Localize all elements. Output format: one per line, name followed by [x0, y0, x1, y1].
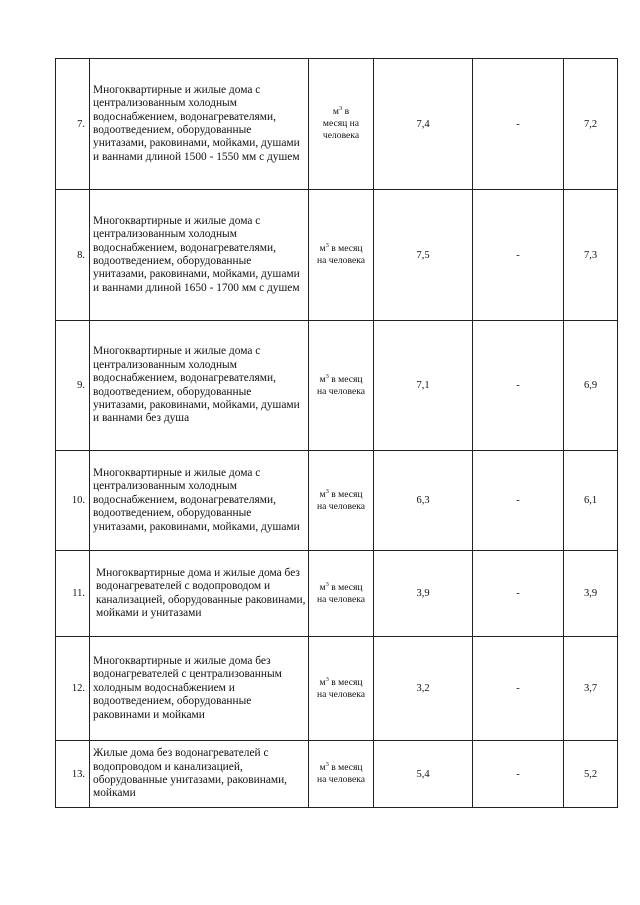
row-value-1: 6,3	[374, 451, 473, 551]
row-description: Многоквартирные и жилые дома с централизованным холодным водоснабжением, водонагревателями, водоотведением, оборудованные унитазами, раковинами, мойками, душами	[90, 451, 309, 551]
row-number: 11.	[56, 551, 90, 637]
row-value-1: 7,1	[374, 321, 473, 451]
unit-symbol: м	[332, 106, 339, 117]
unit-head	[311, 374, 371, 386]
unit-exponent: 3	[325, 241, 329, 249]
row-description: Многоквартирные и жилые дома с централизованным холодным водоснабжением, водонагревателями, водоотведением, оборудованные унитазами, раковинами, мойками, душами и ваннами длиной 1500 - 1550 мм с душем	[90, 59, 309, 190]
unit-exponent: 3	[325, 760, 329, 768]
row-value-3: 6,9	[564, 321, 618, 451]
row-description: Многоквартирные дома и жилые дома без водонагревателей с водопроводом и канализацией, оборудованные раковинами, мойками и унитазами	[90, 551, 309, 637]
table-row	[56, 551, 618, 637]
unit-mid: в месяц	[328, 762, 363, 773]
row-unit	[309, 637, 374, 741]
row-value-2: -	[473, 741, 564, 808]
unit-head	[311, 106, 371, 118]
unit-head	[311, 582, 371, 594]
unit-exponent: 3	[325, 675, 329, 683]
row-value-1: 7,4	[374, 59, 473, 190]
unit-symbol: м	[319, 762, 326, 773]
row-value-3: 6,1	[564, 451, 618, 551]
unit-tail: на человека	[317, 774, 365, 785]
row-unit	[309, 321, 374, 451]
row-description: Многоквартирные и жилые дома с централизованным холодным водоснабжением, водонагревателями, водоотведением, оборудованные унитазами, раковинами, мойками, душами и ваннами без душа	[90, 321, 309, 451]
row-value-3: 3,9	[564, 551, 618, 637]
unit-exponent: 3	[325, 372, 329, 380]
row-value-2: -	[473, 59, 564, 190]
water-norms-table	[55, 58, 618, 808]
row-description: Жилые дома без водонагревателей с водопроводом и канализацией, оборудованные унитазами, раковинами, мойками	[90, 741, 309, 808]
unit-tail: на человека	[317, 688, 365, 700]
unit-symbol: м	[319, 676, 326, 688]
unit-tail: на человека	[317, 593, 365, 605]
row-value-2: -	[473, 451, 564, 551]
unit-mid: в	[342, 106, 350, 117]
table-body	[56, 59, 618, 808]
unit-tail: на человека	[317, 255, 365, 266]
table-row	[56, 741, 618, 808]
row-value-2: -	[473, 321, 564, 451]
row-description: Многоквартирные и жилые дома с централизованным холодным водоснабжением, водонагревателями, водоотведением, оборудованные унитазами, раковинами, мойками, душами и ваннами длиной 1650 - 1700 мм с душем	[90, 190, 309, 321]
table-row	[56, 321, 618, 451]
unit-symbol: м	[319, 488, 326, 500]
row-number: 9.	[56, 321, 90, 451]
unit-mid: в месяц	[328, 243, 363, 254]
unit-tail: на человека	[317, 385, 365, 397]
unit-exponent: 3	[325, 487, 329, 495]
unit-symbol: м	[319, 581, 326, 593]
row-value-1: 5,4	[374, 741, 473, 808]
unit-exponent: 3	[325, 580, 329, 588]
table-row	[56, 190, 618, 321]
unit-head	[311, 677, 371, 689]
unit-tail: месяц на человека	[322, 118, 360, 141]
row-value-3: 3,7	[564, 637, 618, 741]
unit-mid: в месяц	[328, 373, 363, 385]
unit-head	[311, 243, 371, 255]
row-unit	[309, 451, 374, 551]
row-value-2: -	[473, 551, 564, 637]
row-value-1: 3,2	[374, 637, 473, 741]
row-value-2: -	[473, 637, 564, 741]
row-unit	[309, 551, 374, 637]
row-unit	[309, 190, 374, 321]
row-number: 8.	[56, 190, 90, 321]
row-value-3: 7,2	[564, 59, 618, 190]
row-value-2: -	[473, 190, 564, 321]
row-unit	[309, 741, 374, 808]
row-unit	[309, 59, 374, 190]
table-row	[56, 637, 618, 741]
row-value-1: 3,9	[374, 551, 473, 637]
row-value-3: 5,2	[564, 741, 618, 808]
unit-mid: в месяц	[328, 488, 363, 500]
row-value-1: 7,5	[374, 190, 473, 321]
unit-mid: в месяц	[328, 581, 363, 593]
row-number: 7.	[56, 59, 90, 190]
unit-head	[311, 762, 371, 774]
row-number: 12.	[56, 637, 90, 741]
row-number: 13.	[56, 741, 90, 808]
row-value-3: 7,3	[564, 190, 618, 321]
table-row	[56, 451, 618, 551]
unit-symbol: м	[319, 243, 326, 254]
unit-symbol: м	[319, 373, 326, 385]
row-description: Многоквартирные и жилые дома без водонагревателей с централизованным холодным водоснабжением и водоотведением, оборудованные раковинами и мойками	[90, 637, 309, 741]
table-row	[56, 59, 618, 190]
unit-exponent: 3	[338, 104, 343, 112]
unit-head	[311, 489, 371, 501]
unit-mid: в месяц	[328, 676, 363, 688]
unit-tail: на человека	[317, 500, 365, 512]
row-number: 10.	[56, 451, 90, 551]
